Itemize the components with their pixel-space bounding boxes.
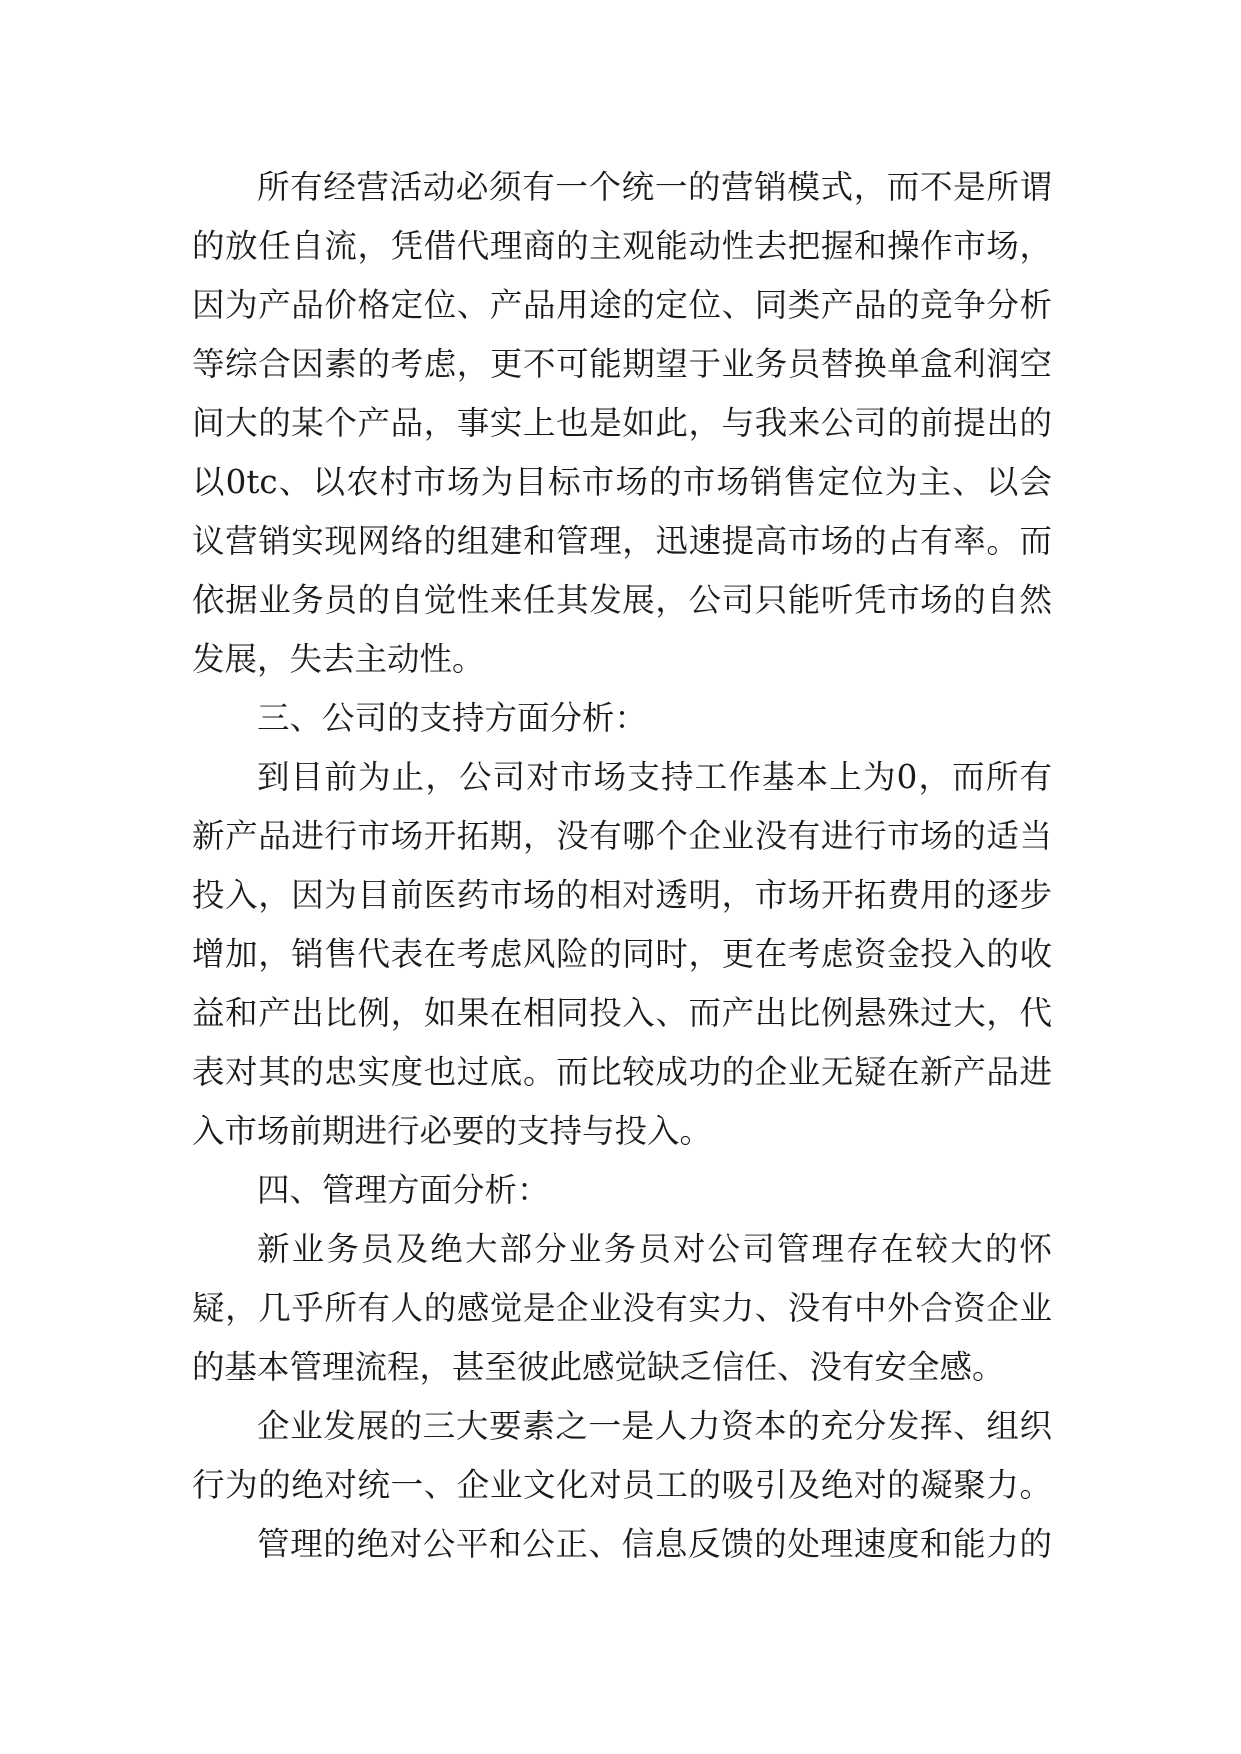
text-line: 管理的绝对公平和公正、信息反馈的处理速度和能力的 [257, 1525, 1052, 1563]
text-line: 增加，销售代表在考虑风险的同时，更在考虑资金投入的收 [192, 935, 1052, 973]
text-line: 依据业务员的自觉性来任其发展，公司只能听凭市场的自然 [192, 581, 1052, 619]
text-line: 等综合因素的考虑，更不可能期望于业务员替换单盒利润空 [192, 345, 1052, 383]
text-line: 投入，因为目前医药市场的相对透明，市场开拓费用的逐步 [192, 876, 1052, 914]
text-line: 所有经营活动必须有一个统一的营销模式，而不是所谓 [257, 168, 1052, 206]
text-line: 因为产品价格定位、产品用途的定位、同类产品的竞争分析 [192, 286, 1052, 324]
text-line: 入市场前期进行必要的支持与投入。 [192, 1112, 713, 1150]
text-line: 行为的绝对统一、企业文化对员工的吸引及绝对的凝聚力。 [192, 1466, 1052, 1504]
text-line: 的放任自流，凭借代理商的主观能动性去把握和操作市场， [192, 227, 1052, 265]
text-line: 表对其的忠实度也过底。而比较成功的企业无疑在新产品进 [192, 1053, 1052, 1091]
text-line: 疑，几乎所有人的感觉是企业没有实力、没有中外合资企业 [192, 1289, 1052, 1327]
text-line: 企业发展的三大要素之一是人力资本的充分发挥、组织 [257, 1407, 1052, 1445]
text-line: 到目前为止，公司对市场支持工作基本上为0，而所有 [257, 758, 1052, 796]
text-line: 以0tc、以农村市场为目标市场的市场销售定位为主、以会 [192, 463, 1052, 501]
text-line: 新业务员及绝大部分业务员对公司管理存在较大的怀 [257, 1230, 1052, 1268]
text-line: 新产品进行市场开拓期，没有哪个企业没有进行市场的适当 [192, 817, 1052, 855]
text-line: 的基本管理流程，甚至彼此感觉缺乏信任、没有安全感。 [192, 1348, 1005, 1386]
text-line: 间大的某个产品，事实上也是如此，与我来公司的前提出的 [192, 404, 1052, 442]
text-line: 发展，失去主动性。 [192, 640, 485, 678]
text-line: 益和产出比例，如果在相同投入、而产出比例悬殊过大，代 [192, 994, 1052, 1032]
body-text [192, 158, 1052, 1574]
text-line: 三、公司的支持方面分析： [257, 699, 648, 737]
text-line: 四、管理方面分析： [257, 1171, 550, 1209]
text-line: 议营销实现网络的组建和管理，迅速提高市场的占有率。而 [192, 522, 1052, 560]
